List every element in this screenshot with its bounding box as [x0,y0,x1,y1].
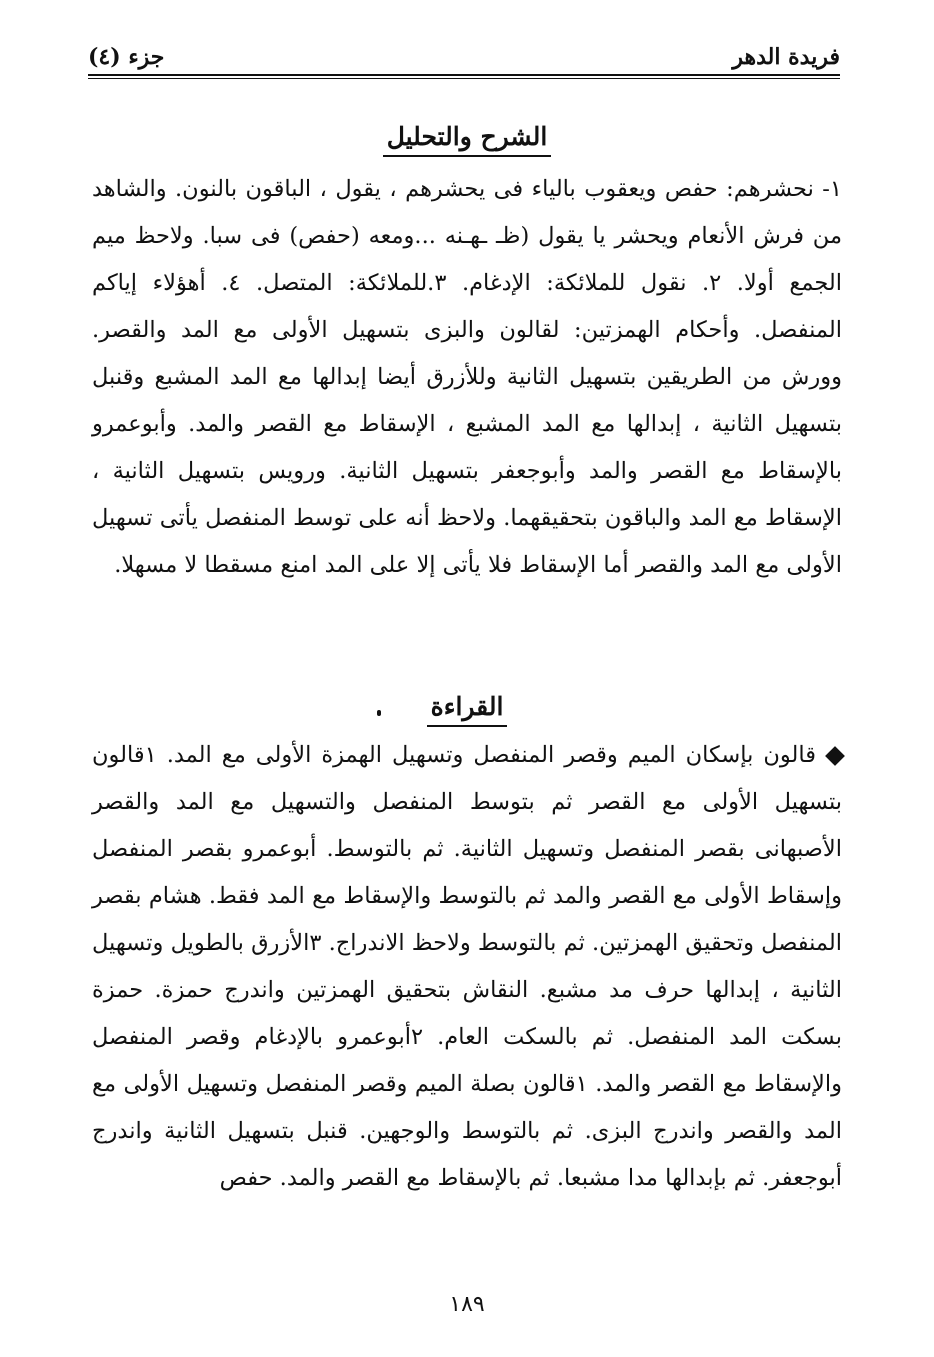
book-title: فريدة الدهر [732,44,840,70]
stray-mark [377,710,381,716]
header-rule [88,74,840,79]
page-number: ١٨٩ [449,1292,485,1317]
part-number: جزء (٤) [88,44,165,70]
reading-paragraph: قالون بإسكان الميم وقصر المنفصل وتسهيل الهمزة الأولى مع المد. ١قالون بتسهيل الأولى مع القصر ثم بتوسط المنفصل والتسهيل مع المد والقصر الأصبهانى بقصر المنفصل وتسهيل الثانية. ثم بالتوسط. أبوعمرو بقصر المنفصل وإسقاط الأولى مع القصر والمد ثم بالتوسط والإسقاط مع المد فقط. هشام بقصر المنفصل وتحقيق الهمزتين. ثم بالتوسط ولاحظ الاندراج. ٣الأزرق بالطويل وتسهيل الثانية ، إبدالها حرف مد مشبع. النقاش بتحقيق الهمزتين واندرج حمزة. حمزة بسكت المد المنفصل. ثم بالسكت العام. ٢أبوعمرو بالإدغام وقصر المنفصل والإسقاط مع القصر والمد. ١قالون بصلة الميم وقصر المنفصل وتسهيل الأولى مع المد والقصر واندرج البزى. ثم بالتوسط والوجهين. قنبل بتسهيل الثانية واندرج أبوجعفر. ثم بإبدالها مدا مشبعا. ثم بالإسقاط مع القصر والمد. حفص [92,732,842,1202]
explanation-paragraph: ١- نحشرهم: حفص ويعقوب بالياء فى يحشرهم ، يقول ، الباقون بالنون. والشاهد من فرش الأنعام ويحشر يا يقول (ظـ ـهـنه ...ومعه (حفص) فى سبا. ولاحظ ميم الجمع أولا. ٢. نقول للملائكة: الإدغام. ٣.للملائكة: المتصل. ٤. أهؤلاء إياكم المنفصل. وأحكام الهمزتين: لقالون والبزى بتسهيل الأولى مع المد والقصر. وورش من الطريقين بتسهيل الثانية وللأزرق أيضا إبدالها مع المد المشبع وقنبل بتسهيل الثانية ، إبدالها مع المد المشبع ، الإسقاط مع القصر والمد. وأبوعمرو بالإسقاط مع القصر والمد وأبوجعفر بتسهيل الثانية. ورويس بتسهيل الثانية ، الإسقاط مع المد والباقون بتحقيقهما. ولاحظ أنه على توسط المنفصل يأتى تسهيل الأولى مع المد والقصر أما الإسقاط فلا يأتى إلا على المد امنع مسقطا لا مسهلا. [92,176,842,578]
explanation-body [92,166,842,589]
page-header [88,40,840,76]
diamond-bullet-icon [825,746,845,766]
reading-body [92,732,842,1202]
section-heading-explanation: الشرح والتحليل [0,122,934,151]
section-heading-reading: القراءة [0,692,934,721]
